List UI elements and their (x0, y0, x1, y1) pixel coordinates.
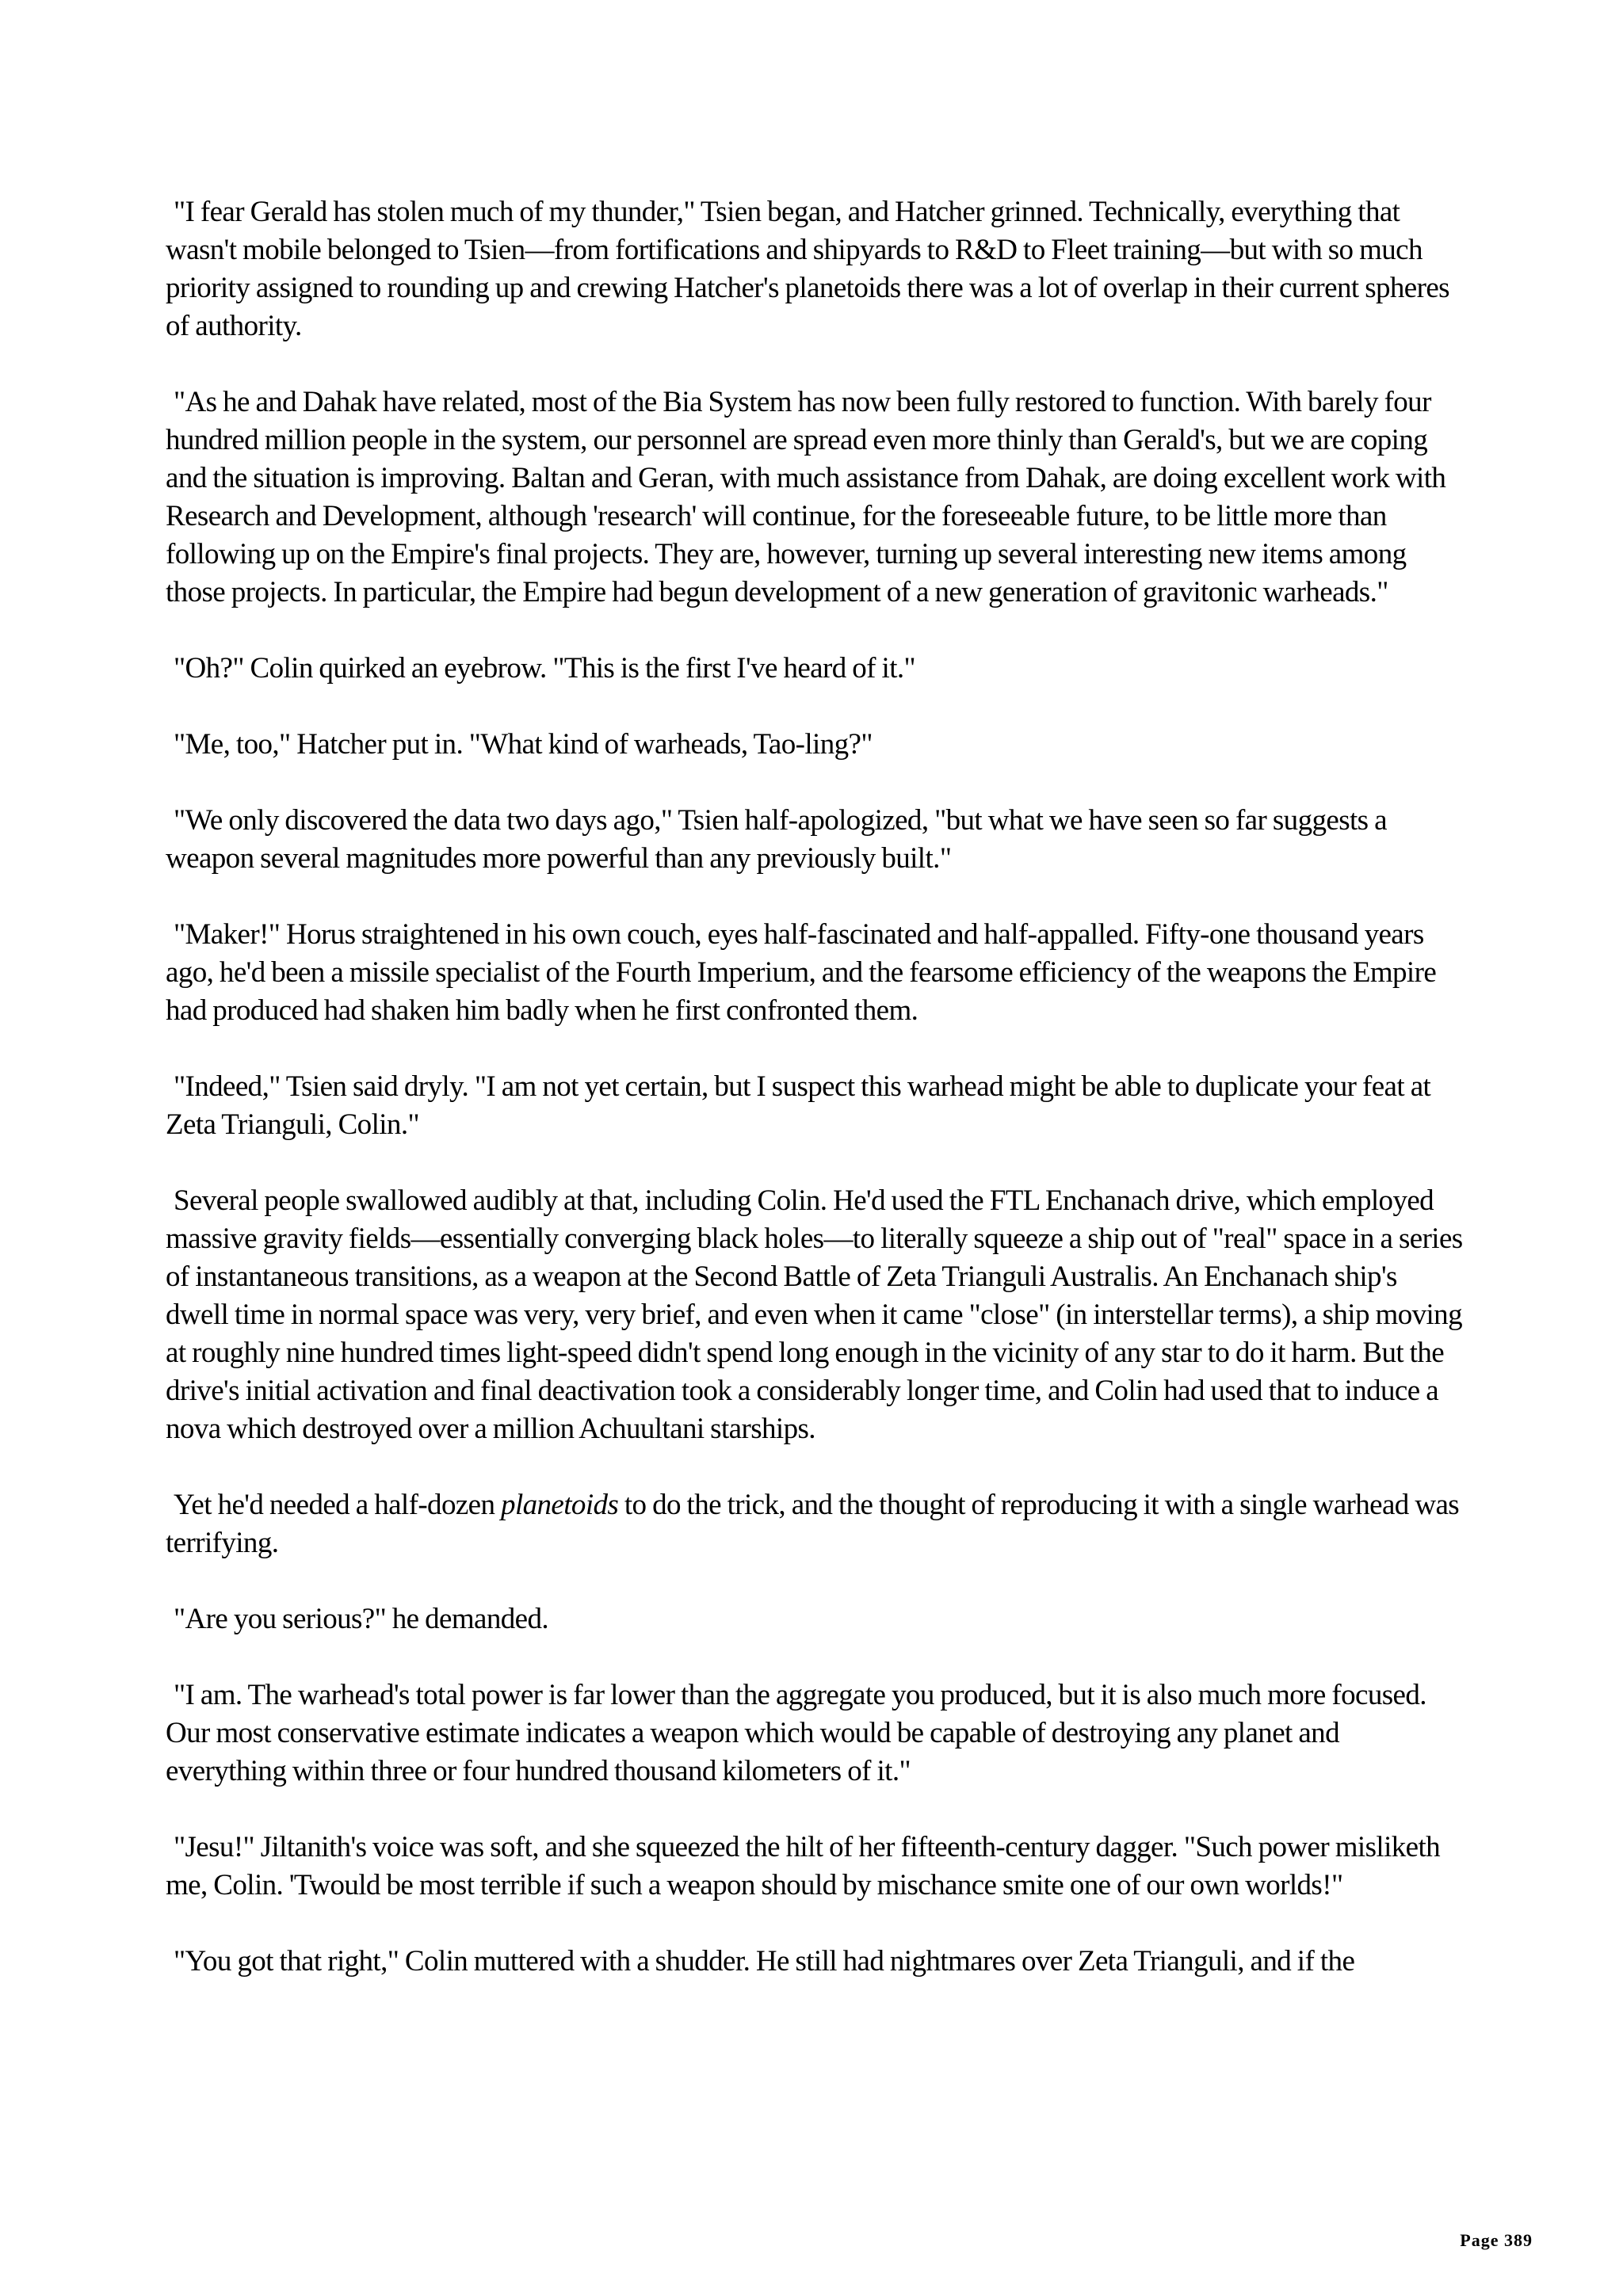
page-number: Page 389 (1460, 2230, 1533, 2250)
paragraph: "Oh?" Colin quirked an eyebrow. "This is the first I've heard of it." (174, 652, 916, 685)
paragraph (166, 1486, 1465, 1562)
paragraph: "You got that right," Colin muttered with a shudder. He still had nightmares over Zeta Trianguli, and if the (174, 1945, 1355, 1978)
paragraph: "I fear Gerald has stolen much of my thunder," Tsien began, and Hatcher grinned. Technically, everything that wasn't mobile belonged to Tsien—from fortifications and shipyards to R&D to Fleet training—but with so much priority assigned to rounding up and crewing Hatcher's planetoids there was a lot of overlap in their current spheres of authority. (166, 196, 1449, 342)
paragraph: "We only discovered the data two days ago," Tsien half-apologized, "but what we have seen so far suggests a weapon several magnitudes more powerful than any previously built." (166, 804, 1387, 875)
paragraph: "Me, too," Hatcher put in. "What kind of warheads, Tao-ling?" (174, 728, 873, 761)
paragraph-text: to do the trick, and the thought of reproducing it with a single warhead was terrifying. (166, 1489, 1460, 1559)
emphasized-text: planetoids (501, 1489, 619, 1521)
body-text (166, 193, 1465, 2019)
paragraph: "As he and Dahak have related, most of the Bia System has now been fully restored to function. With barely four hundred million people in the system, our personnel are spread even more thinly than Gerald's, but we are coping and the situation is improving. Baltan and Geran, with much assistance from Dahak, are doing excellent work with Research and Development, although 'research' will continue, for the foreseeable future, to be little more than following up on the Empire's final projects. They are, however, turning up several interesting new items among those projects. In particular, the Empire had begun development of a new generation of gravitonic warheads." (166, 386, 1446, 608)
paragraph: "Jesu!" Jiltanith's voice was soft, and she squeezed the hilt of her fifteenth-century dagger. "Such power misliketh me, Colin. 'Twould be most terrible if such a weapon should by mischance smite one of our own worlds!" (166, 1831, 1441, 1901)
paragraph: Several people swallowed audibly at that, including Colin. He'd used the FTL Enchanach drive, which employed massive gravity fields—essentially converging black holes—to literally squeeze a ship out of "real" space in a series of instantaneous transitions, as a weapon at the Second Battle of Zeta Trianguli Australis. An Enchanach ship's dwell time in normal space was very, very brief, and even when it came "close" (in interstellar terms), a ship moving at roughly nine hundred times light-speed didn't spend long enough in the vicinity of any star to do it harm. But the drive's initial activation and final deactivation took a considerably longer time, and Colin had used that to induce a nova which destroyed over a million Achuultani starships. (166, 1184, 1463, 1445)
paragraph: "I am. The warhead's total power is far lower than the aggregate you produced, but it is also much more focused. Our most conservative estimate indicates a weapon which would be capable of destroying any planet and everything within three or four hundred thousand kilometers of it." (166, 1679, 1426, 1787)
paragraph: "Maker!" Horus straightened in his own couch, eyes half-fascinated and half-appalled. Fifty-one thousand years ago, he'd been a missile specialist of the Fourth Imperium, and the fearsome efficiency of the weapons the Empire had produced had shaken him badly when he first confronted them. (166, 918, 1437, 1027)
paragraph-text: Yet he'd needed a half-dozen (174, 1489, 502, 1521)
paragraph: "Indeed," Tsien said dryly. "I am not yet certain, but I suspect this warhead might be able to duplicate your feat at Zeta Trianguli, Colin." (166, 1070, 1431, 1141)
paragraph: "Are you serious?" he demanded. (174, 1603, 549, 1635)
